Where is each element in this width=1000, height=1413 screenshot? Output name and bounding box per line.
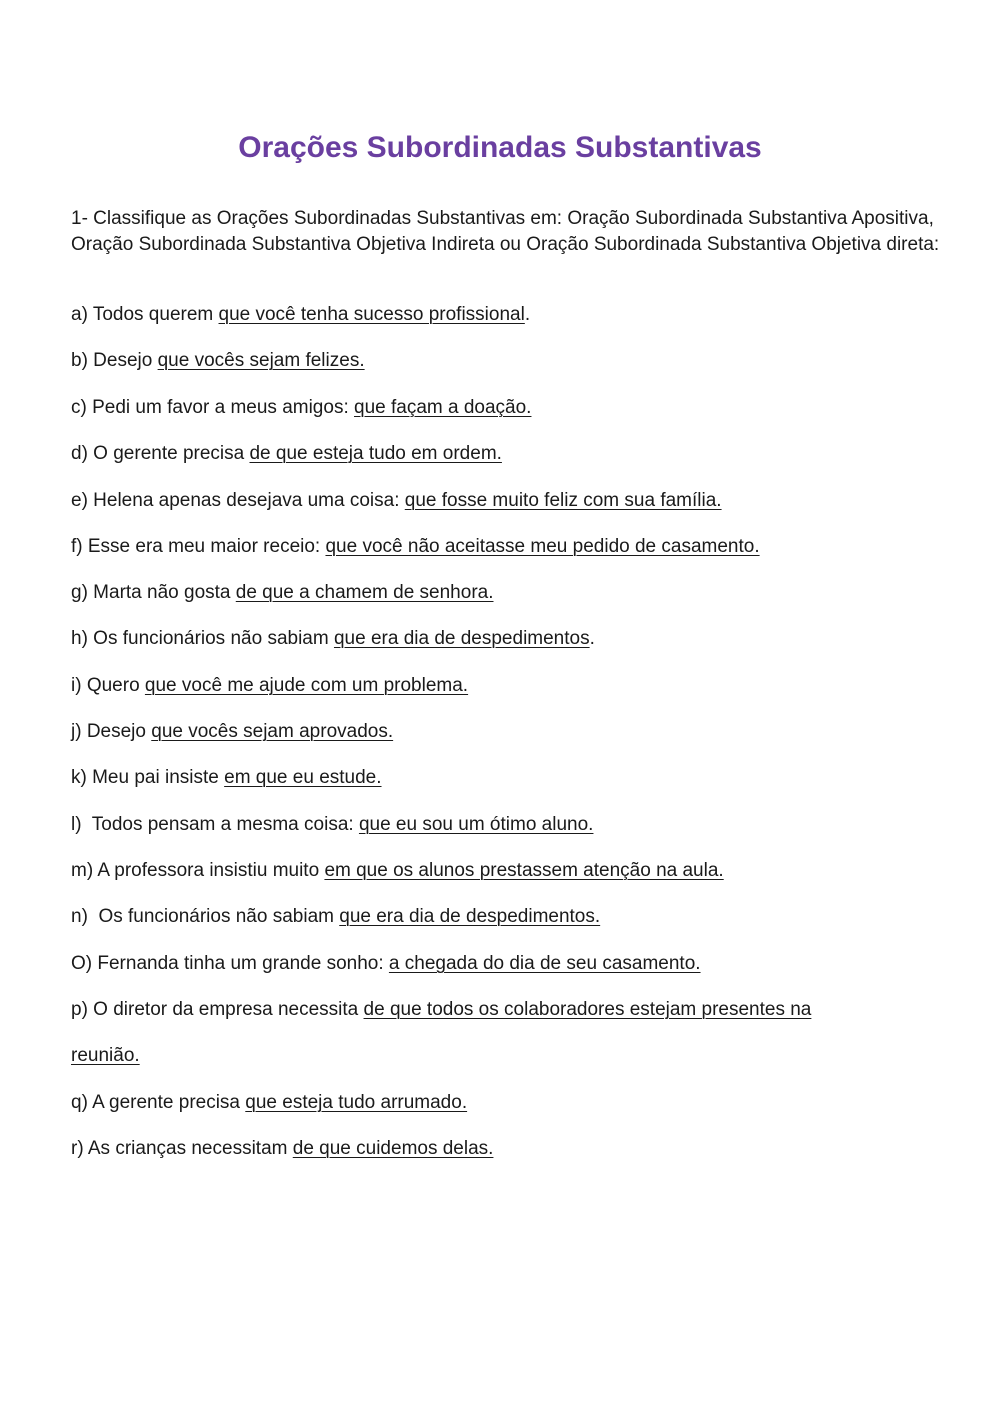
underlined-clause: de que a chamem de senhora. — [235, 582, 494, 603]
item-prefix: d) O gerente precisa — [71, 443, 250, 464]
underlined-clause: em que os alunos prestassem atenção na aula. — [324, 860, 724, 881]
instructions-text: 1- Classifique as Orações Subordinadas Substantivas em: Oração Subordinada Substantiva Apositiva, Oração Subordinada Substantiva Objetiva Indireta ou Oração Subordinada Substantiva Objetiva direta: — [71, 208, 940, 255]
exercise-item-l — [71, 812, 593, 838]
item-prefix: c) Pedi um favor a meus amigos: — [71, 397, 354, 418]
exercise-item-a — [71, 302, 530, 328]
underlined-clause: que você tenha sucesso profissional — [218, 304, 525, 325]
underlined-clause: que eu sou um ótimo aluno. — [358, 814, 594, 835]
underlined-clause: em que eu estude. — [224, 767, 382, 788]
underlined-clause: reunião. — [71, 1045, 140, 1066]
item-prefix: r) As crianças necessitam — [71, 1138, 293, 1159]
item-prefix: n) Os funcionários não sabiam — [71, 906, 340, 927]
underlined-clause: que esteja tudo arrumado. — [245, 1092, 468, 1113]
exercise-item-c — [71, 395, 531, 421]
underlined-clause: que era dia de despedimentos. — [339, 906, 601, 927]
item-prefix: f) Esse era meu maior receio: — [71, 536, 326, 557]
underlined-clause: de que cuidemos delas. — [292, 1138, 494, 1159]
item-prefix: j) Desejo — [71, 721, 152, 742]
page-title: Orações Subordinadas Substantivas — [238, 131, 762, 164]
underlined-clause: que era dia de despedimentos — [333, 628, 590, 649]
exercise-item-o — [71, 951, 701, 977]
underlined-clause: que façam a doação. — [354, 397, 532, 418]
item-prefix: a) Todos querem — [71, 304, 219, 325]
item-prefix: b) Desejo — [71, 350, 158, 371]
item-prefix: i) Quero — [71, 675, 145, 696]
exercise-item-j — [71, 719, 393, 745]
exercise-item-p — [71, 997, 811, 1023]
item-suffix: . — [589, 628, 595, 649]
exercise-item-f — [71, 534, 760, 560]
underlined-clause: a chegada do dia de seu casamento. — [388, 953, 701, 974]
exercise-item-h — [71, 626, 595, 652]
item-suffix: . — [524, 304, 531, 325]
underlined-clause: que você não aceitasse meu pedido de casamento. — [325, 536, 760, 557]
exercise-item-e — [71, 488, 722, 514]
underlined-clause: que fosse muito feliz com sua família. — [404, 490, 722, 511]
item-prefix: q) A gerente precisa — [71, 1092, 246, 1113]
exercise-item-b — [71, 348, 365, 374]
item-prefix: h) Os funcionários não sabiam — [71, 628, 334, 649]
exercise-item-r — [71, 1136, 493, 1162]
exercise-item-n — [71, 904, 600, 930]
exercise-item-q — [71, 1090, 467, 1116]
item-prefix: e) Helena apenas desejava uma coisa: — [71, 490, 405, 511]
underlined-clause: que você me ajude com um problema. — [144, 675, 469, 696]
item-prefix: O) Fernanda tinha um grande sonho: — [71, 953, 389, 974]
item-prefix: k) Meu pai insiste — [71, 767, 225, 788]
exercise-item-k — [71, 765, 382, 791]
exercise-item-m — [71, 858, 724, 884]
underlined-clause: de que todos os colaboradores estejam presentes na — [363, 999, 812, 1020]
exercise-item-g — [71, 580, 494, 606]
exercise-item-p-continued — [71, 1043, 140, 1069]
exercise-item-d — [71, 441, 502, 467]
underlined-clause: de que esteja tudo em ordem. — [249, 443, 502, 464]
item-prefix: m) A professora insistiu muito — [71, 860, 325, 881]
underlined-clause: que vocês sejam felizes. — [157, 350, 365, 371]
item-prefix: p) O diretor da empresa necessita — [71, 999, 364, 1020]
underlined-clause: que vocês sejam aprovados. — [151, 721, 394, 742]
exercise-item-i — [71, 673, 468, 699]
item-prefix: l) Todos pensam a mesma coisa: — [71, 814, 359, 835]
item-prefix: g) Marta não gosta — [71, 582, 236, 603]
